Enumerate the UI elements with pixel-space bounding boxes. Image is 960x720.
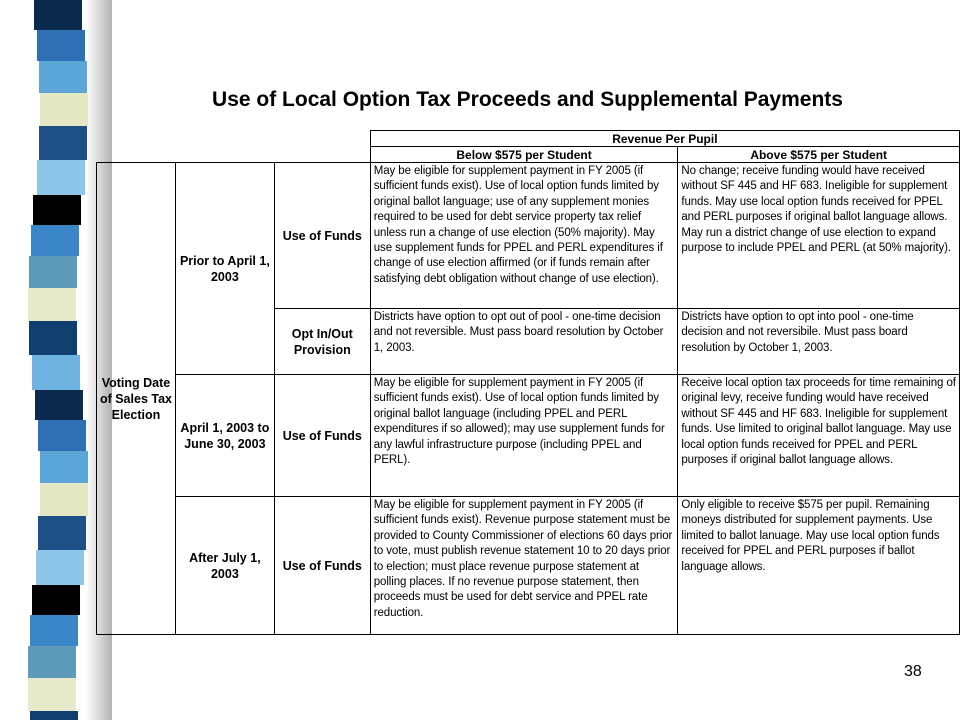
below-575-cell: Districts have option to opt out of pool - one-time decision and not reversible. Must pass board resolution by October 1, 2003.: [370, 309, 678, 375]
slide-title: Use of Local Option Tax Proceeds and Supplemental Payments: [212, 88, 843, 111]
decorative-square: [29, 321, 77, 355]
decorative-square: [37, 30, 85, 61]
opt-in-out-label: Opt In/Out Provision: [274, 309, 370, 375]
decorative-square: [37, 160, 85, 195]
decorative-square: [38, 516, 86, 550]
above-575-cell: Only eligible to receive $575 per pupil. Remaining moneys distributed for supplement payments. Use limited to ballot lanuage. May use local option funds received for PPEL and PERL purposes if ballot language allows.: [678, 497, 960, 635]
decorative-square: [35, 390, 83, 420]
period-prior-april-2003: Prior to April 1, 2003: [175, 163, 274, 375]
decorative-square: [30, 615, 78, 646]
table-row: [97, 375, 960, 497]
decorative-square: [34, 0, 82, 30]
table-row: [97, 497, 960, 635]
below-575-header: Below $575 per Student: [370, 147, 678, 163]
decorative-square: [40, 483, 88, 516]
decorative-square: [36, 550, 84, 585]
decorative-square: [32, 355, 80, 390]
below-575-cell: May be eligible for supplement payment in FY 2005 (if sufficient funds exist). Use of local option funds limited by original ballot language; use of any supplement monies required to be used for debt service property tax relief unless run a change of use election (50% majority). May use supplement funds for PPEL and PERL expenditures if change of use election affirmed (or if funds remain after satisfying debt obligation without change of use election).: [370, 163, 678, 309]
decorative-square: [31, 225, 79, 256]
above-575-cell: No change; receive funding would have received without SF 445 and HF 683. Ineligible for supplement funds. May use local option funds received for PPEL and PERL purposes if original ballot language allows. May run a district change of use election to expand purpose to include PPEL and PERL (at 50% majority).: [678, 163, 960, 309]
decorative-square: [33, 195, 81, 225]
decorative-square: [38, 420, 86, 451]
table-header-row-group: [97, 131, 960, 147]
table-row: [97, 163, 960, 309]
decorative-square: [32, 585, 80, 615]
below-575-cell: May be eligible for supplement payment in FY 2005 (if sufficient funds exist). Revenue purpose statement must be provided to County Commissioner of elections 60 days prior to vote, must publish revenue statement 10 to 20 days prior to election; must place revenue purpose statement at polling places. If no revenue purpose statement, then proceeds must be used for debt service and PPEL rate reduction.: [370, 497, 678, 635]
use-of-funds-label: Use of Funds: [274, 163, 370, 309]
tax-proceeds-table: [96, 130, 960, 635]
use-of-funds-label: Use of Funds: [274, 375, 370, 497]
decorative-square: [28, 288, 76, 321]
decorative-square: [39, 126, 87, 160]
use-of-funds-label: Use of Funds: [274, 497, 370, 635]
decorative-square: [29, 256, 77, 288]
period-after-july-2003: After July 1, 2003: [175, 497, 274, 635]
above-575-header: Above $575 per Student: [678, 147, 960, 163]
period-april-june-2003: April 1, 2003 to June 30, 2003: [175, 375, 274, 497]
header-spacer: [97, 131, 371, 163]
decorative-square: [30, 711, 78, 720]
decorative-square: [28, 678, 76, 711]
page-number: 38: [904, 663, 922, 680]
voting-date-label: Voting Date of Sales Tax Election: [97, 163, 176, 635]
above-575-cell: Districts have option to opt into pool - one-time decision and not reversibile. Must pass board resolution by October 1, 2003.: [678, 309, 960, 375]
below-575-cell: May be eligible for supplement payment in FY 2005 (if sufficient funds exist). Use of local option funds limited by original ballot language (including PPEL and PERL expenditures if so allowed); may use supplement funds for any lawful infrastructure purpose (including PPEL and PERL).: [370, 375, 678, 497]
revenue-per-pupil-header: Revenue Per Pupil: [370, 131, 959, 147]
decorative-square: [40, 451, 88, 483]
decorative-square: [28, 646, 76, 678]
above-575-cell: Receive local option tax proceeds for time remaining of original levy, receive funding would have received without SF 445 and HF 683. Ineligible for supplement funds. Use limited to original ballot language. May use local option funds received for PPEL and PERL purposes if original ballot language allows.: [678, 375, 960, 497]
